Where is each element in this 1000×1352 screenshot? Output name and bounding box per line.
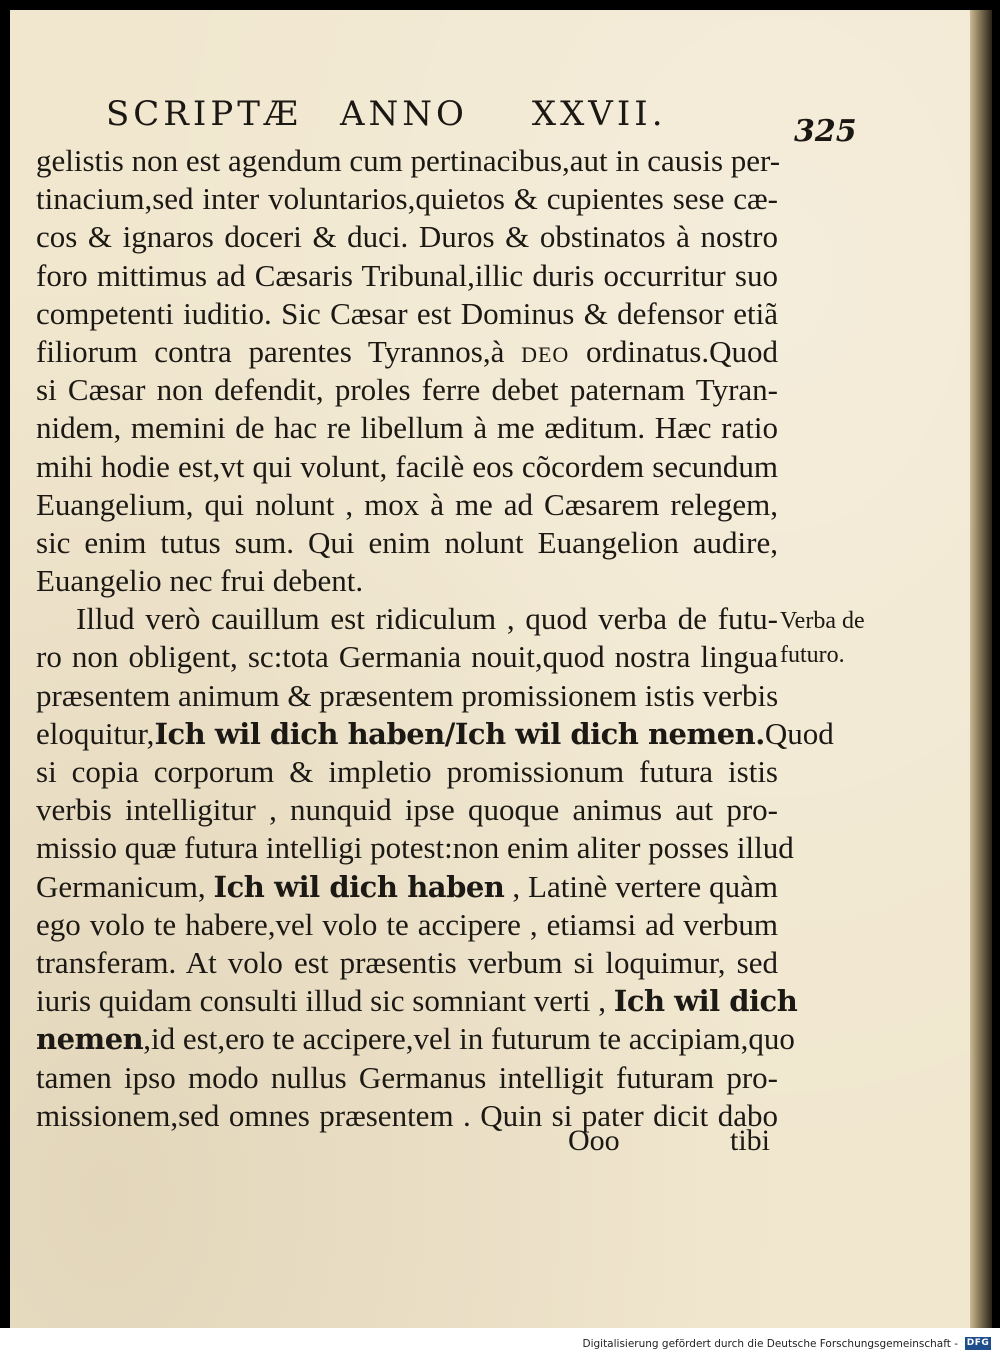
- text-line: mihi hodie est,vt qui volunt, facilè eos cõcordem secundum: [36, 448, 778, 484]
- blackletter-phrase: Ich wil dich haben: [213, 869, 505, 904]
- text-segment: Quod: [764, 715, 834, 751]
- text-line: gelistis non est agendum cum pertinacibus,aut in causis per-: [36, 143, 781, 178]
- small-caps-word: DEO: [521, 341, 570, 367]
- text-line: [36, 1020, 795, 1058]
- text-line: nidem, memini de hac re libellum à me æditum. Hæc ratio: [36, 410, 778, 446]
- book-page: [10, 10, 970, 1328]
- text-line: [36, 982, 798, 1020]
- text-segment: ordinatus.Quod: [586, 333, 779, 369]
- text-line: [36, 333, 778, 371]
- blackletter-phrase: Ich wil dich haben/Ich wil dich nemen.: [154, 716, 765, 751]
- running-header-word: SCRIPTÆ: [106, 94, 302, 134]
- text-segment: eloquitur,: [36, 715, 155, 751]
- text-line: sic enim tutus sum. Qui enim nolunt Euangelion audire,: [36, 524, 778, 560]
- text-line: [36, 715, 834, 753]
- text-segment: , Latinè vertere quàm: [512, 868, 778, 904]
- signature-mark: Ooo: [568, 1124, 620, 1157]
- text-line: transferam. At volo est præsentis verbum si loquimur, sed: [36, 944, 778, 980]
- catchword: tibi: [730, 1124, 771, 1157]
- text-line: Illud verò cauillum est ridiculum , quod verba de futu-: [76, 601, 778, 637]
- text-line: missio quæ futura intelligi potest:non enim aliter posses illud: [36, 830, 794, 866]
- text-line: si copia corporum & impletio promissionum futura istis: [36, 754, 778, 789]
- text-line: foro mittimus ad Cæsaris Tribunal,illic duris occurritur suo: [36, 257, 778, 293]
- text-line: missionem,sed omnes præsentem . Quin si pater dicit dabo: [36, 1097, 778, 1133]
- dfg-logo: DFG: [966, 1338, 990, 1348]
- text-segment: Germanicum,: [36, 868, 206, 904]
- body-text: [36, 142, 834, 1135]
- text-line: ro non obligent, sc:tota Germania nouit,quod nostra lingua: [36, 639, 778, 675]
- text-line: Euangelio nec frui debent.: [36, 563, 364, 599]
- text-line: verbis intelligitur , nunquid ipse quoque animus aut pro-: [36, 792, 778, 828]
- text-line: præsentem animum & præsentem promissionem istis verbis: [36, 677, 779, 713]
- page-number: 325: [794, 114, 857, 149]
- text-line: tamen ipso modo nullus Germanus intelligit futuram pro-: [36, 1059, 778, 1095]
- text-line: competenti iuditio. Sic Cæsar est Dominus & defensor etiã: [36, 295, 778, 331]
- blackletter-phrase: nemen: [36, 1022, 144, 1057]
- marginal-note: [780, 604, 865, 672]
- marginal-note-line: Verba de: [780, 608, 865, 634]
- blackletter-phrase: Ich wil dich: [613, 984, 798, 1019]
- running-header-word: XXVII.: [531, 94, 667, 134]
- text-line: ego volo te habere,vel volo te accipere , etiamsi ad verbum: [36, 906, 778, 942]
- running-header: [106, 94, 706, 138]
- text-segment: iuris quidam consulti illud sic somniant verti ,: [36, 983, 607, 1019]
- text-line: si Cæsar non defendit, proles ferre debet paternam Tyran-: [36, 372, 778, 408]
- running-header-word: ANNO: [339, 94, 468, 134]
- text-line: Euangelium, qui nolunt , mox à me ad Cæsarem relegem,: [36, 486, 778, 522]
- text-line: cos & ignaros doceri & duci. Duros & obstinatos à nostro: [36, 219, 778, 255]
- marginal-note-line: futuro.: [780, 642, 845, 668]
- text-segment: ,id est,ero te accipere,vel in futurum te accipiam,quo: [143, 1021, 795, 1057]
- text-line: tinacium,sed inter voluntarios,quietos & cupientes sese cæ-: [36, 181, 778, 217]
- text-segment: filiorum contra parentes Tyrannos,à: [36, 333, 505, 369]
- page-edge-shadow: [970, 10, 992, 1328]
- text-line: [36, 868, 778, 906]
- digitization-credit: Digitalisierung gefördert durch die Deutsche Forschungsgemeinschaft -: [582, 1338, 958, 1350]
